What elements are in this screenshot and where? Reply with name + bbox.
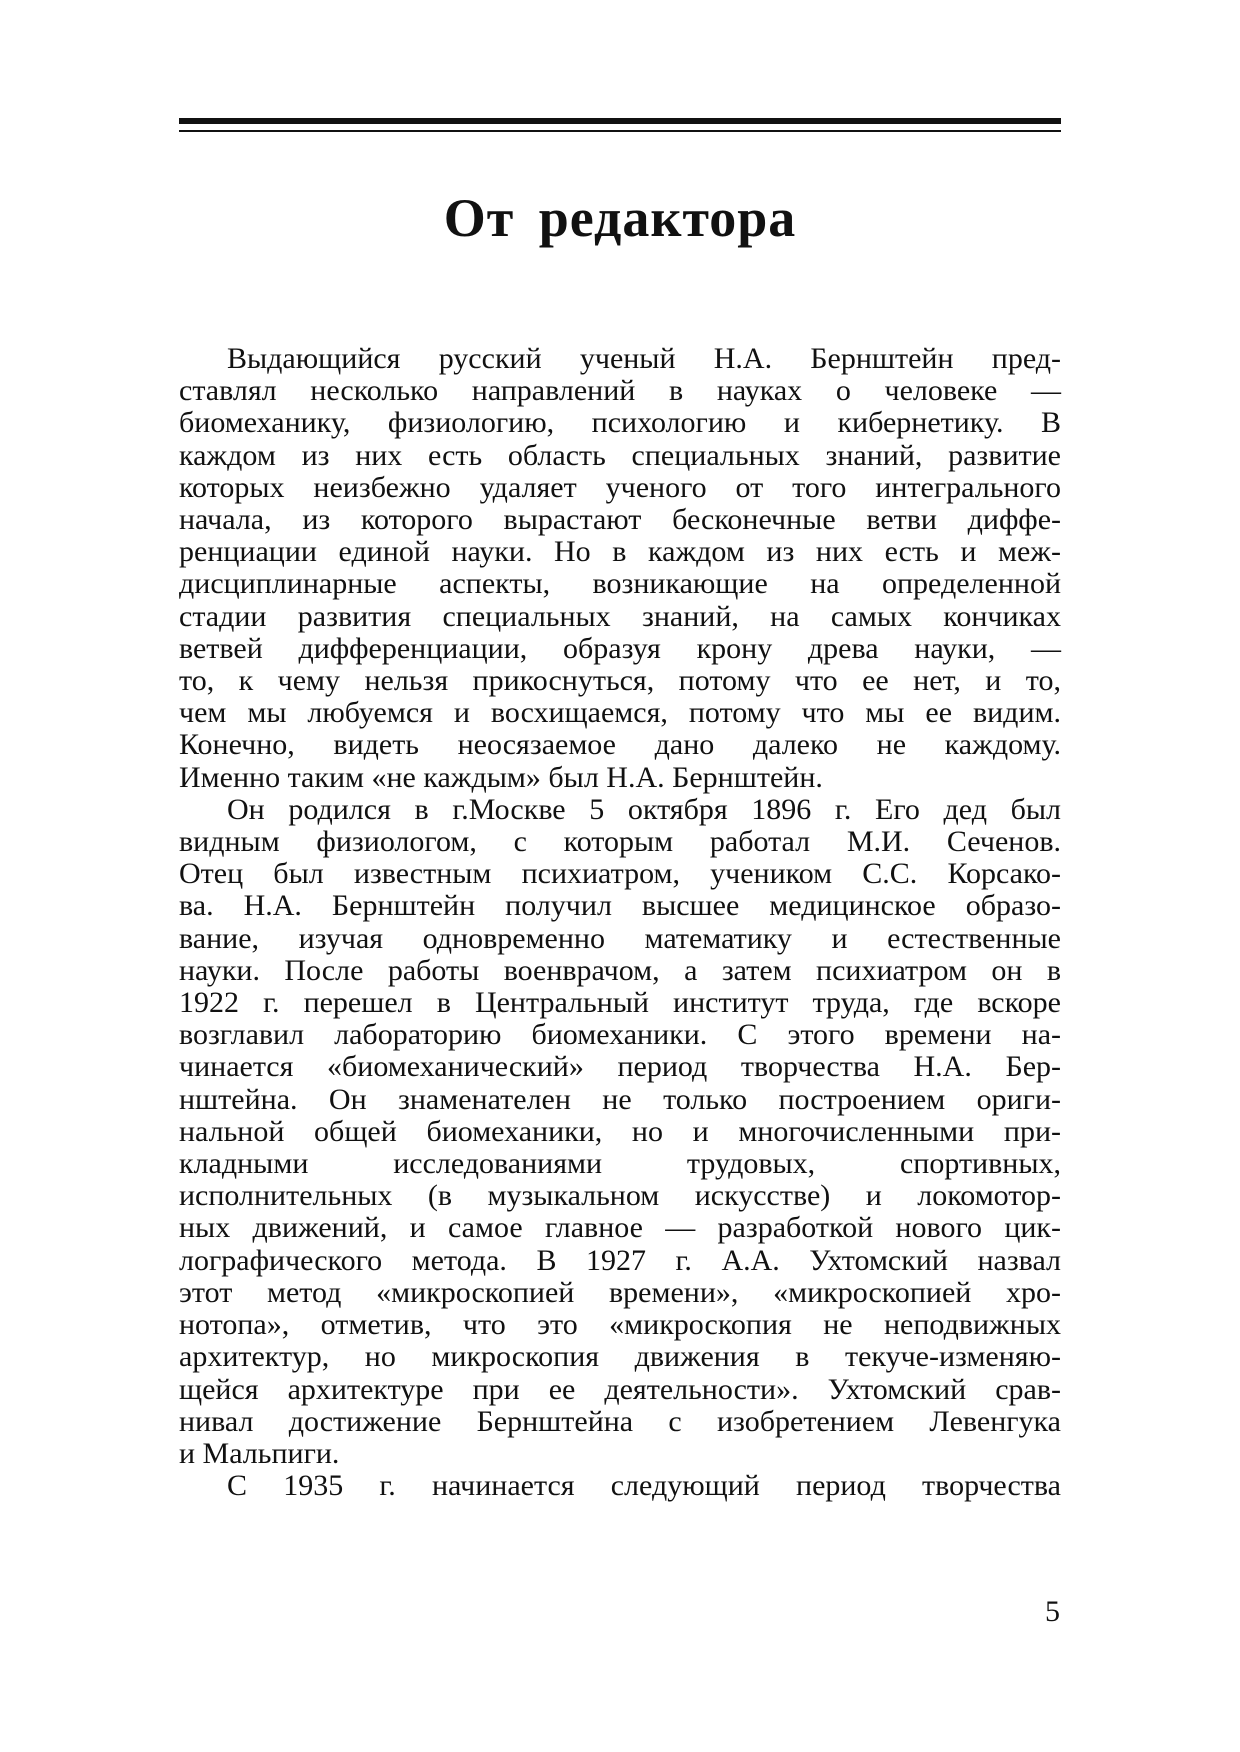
- text-line: науки. После работы военврачом, а затем психиатром он в: [179, 953, 1061, 987]
- paragraph-2: [179, 794, 1061, 1470]
- top-thick-rule: [179, 118, 1061, 124]
- text-line: стадии развития специальных знаний, на самых кончиках: [179, 599, 1061, 633]
- text-line: начала, из которого вырастают бесконечные ветви диффе-: [179, 503, 1061, 537]
- text-line: чем мы любуемся и восхищаемся, потому что мы ее видим.: [179, 696, 1061, 730]
- paragraph-3: [179, 1470, 1061, 1502]
- text-line: чинается «биомеханический» период творчества Н.А. Бер-: [179, 1050, 1061, 1084]
- text-line: видным физиологом, с которым работал М.И. Сеченов.: [179, 825, 1061, 859]
- text-line: ставлял несколько направлений в науках о человеке —: [179, 374, 1061, 408]
- text-line: Именно таким «не каждым» был Н.А. Бернштейн.: [179, 760, 823, 794]
- text-line: щейся архитектуре при ее деятельности». Ухтомский срав-: [179, 1372, 1061, 1406]
- text-line: ных движений, и самое главное — разработкой нового цик-: [179, 1211, 1061, 1245]
- text-line: нивал достижение Бернштейна с изобретением Левенгука: [179, 1404, 1061, 1438]
- text-line: биомеханику, физиологию, психологию и кибернетику. В: [179, 406, 1061, 440]
- text-line: Выдающийся русский ученый Н.А. Бернштейн пред-: [227, 342, 1061, 375]
- text-line: С 1935 г. начинается следующий период творчества: [227, 1469, 1061, 1503]
- body-text: [179, 343, 1061, 1502]
- text-line: вание, изучая одновременно математику и естественные: [179, 921, 1061, 955]
- text-line: кладными исследованиями трудовых, спортивных,: [179, 1147, 1061, 1181]
- text-line: этот метод «микроскопией времени», «микроскопией хро-: [179, 1275, 1061, 1309]
- paragraph-1: [179, 343, 1061, 794]
- text-line: возглавил лабораторию биомеханики. С этого времени на-: [179, 1018, 1061, 1052]
- text-line: дисциплинарные аспекты, возникающие на определенной: [179, 567, 1061, 601]
- text-line: ренциации единой науки. Но в каждом из них есть и меж-: [179, 535, 1061, 569]
- top-thin-rule: [179, 130, 1061, 132]
- text-line: 1922 г. перешел в Центральный институт труда, где вскоре: [179, 986, 1061, 1020]
- text-line: ва. Н.А. Бернштейн получил высшее медицинское образо-: [179, 889, 1061, 923]
- text-line: лографического метода. В 1927 г. А.А. Ухтомский назвал: [179, 1243, 1061, 1277]
- text-line: Отец был известным психиатром, учеником С.С. Корсако-: [179, 857, 1061, 891]
- text-line: Он родился в г.Москве 5 октября 1896 г. Его дед был: [227, 792, 1061, 826]
- text-line: Конечно, видеть неосязаемое дано далеко не каждому.: [179, 728, 1061, 762]
- text-line: то, к чему нельзя прикоснуться, потому что ее нет, и то,: [179, 664, 1061, 698]
- text-line: нштейна. Он знаменателен не только построением ориги-: [179, 1082, 1061, 1116]
- text-line: ветвей дифференциации, образуя крону древа науки, —: [179, 631, 1061, 665]
- text-line: каждом из них есть область специальных знаний, развитие: [179, 438, 1061, 472]
- text-line: архитектур, но микроскопия движения в текуче-изменяю-: [179, 1340, 1061, 1374]
- text-line: исполнительных (в музыкальном искусстве) и локомотор-: [179, 1179, 1061, 1213]
- text-line: и Мальпиги.: [179, 1436, 340, 1470]
- text-line: которых неизбежно удаляет ученого от того интегрального: [179, 470, 1061, 504]
- text-line: нальной общей биомеханики, но и многочисленными при-: [179, 1114, 1061, 1148]
- chapter-title: От редактора: [443, 188, 797, 248]
- page-number: 5: [1045, 1595, 1060, 1628]
- text-line: нотопа», отметив, что это «микроскопия не неподвижных: [179, 1308, 1061, 1342]
